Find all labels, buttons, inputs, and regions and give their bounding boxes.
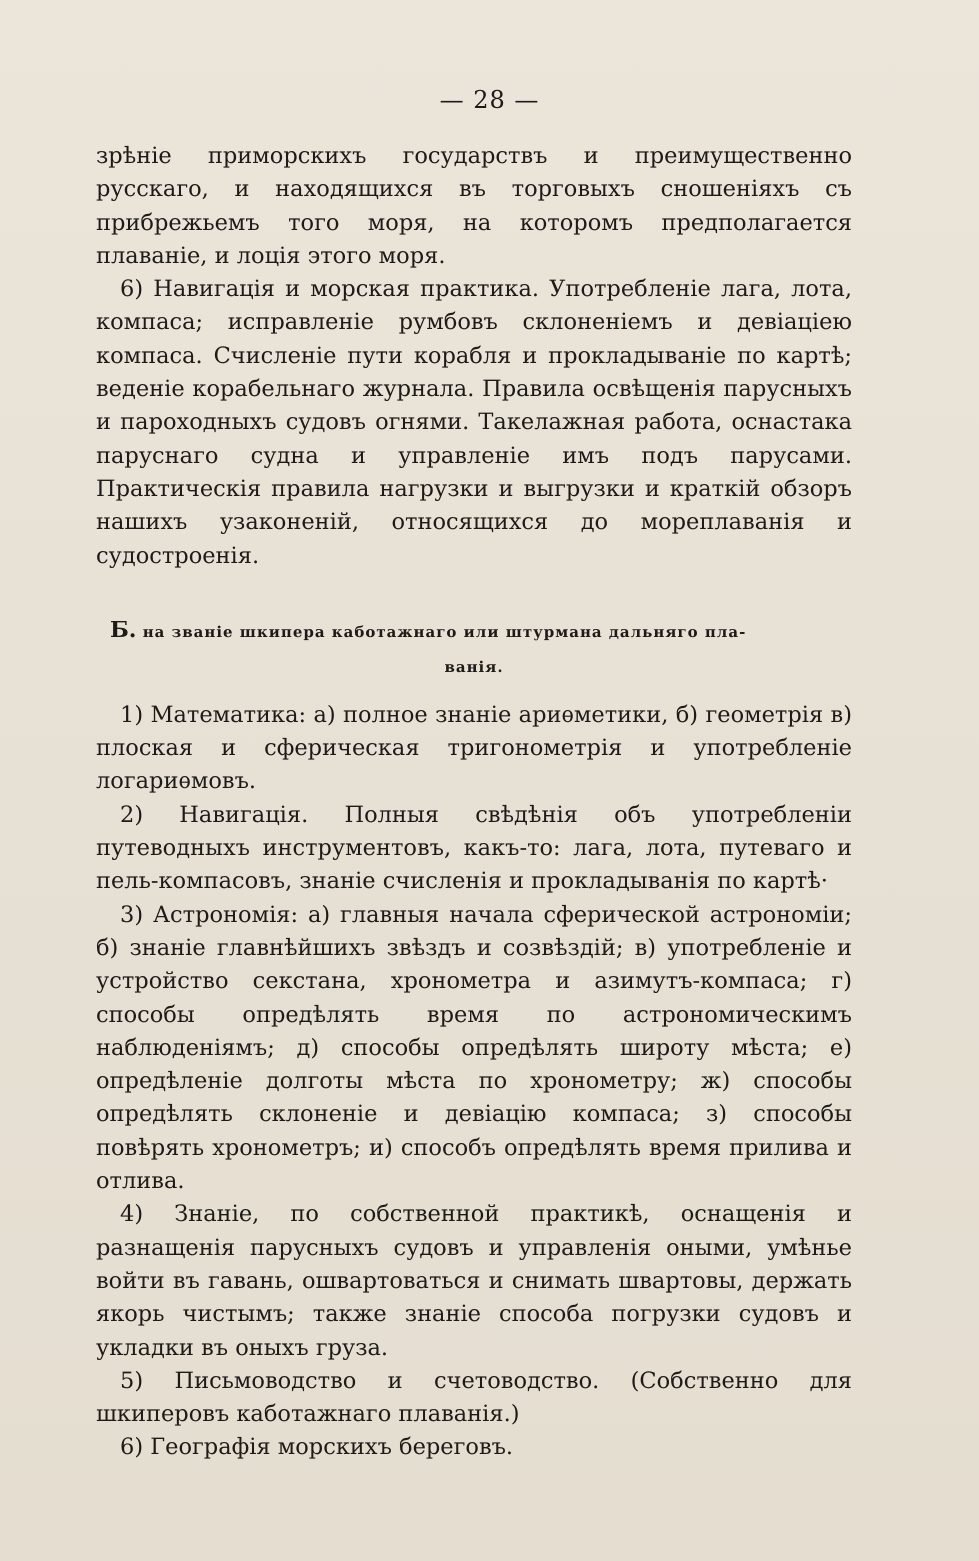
list-item-mathematics: 1) Математика: а) полное знаніе ариѳметики, б) геометрія в) плоская и сферическая тригонометрія и употребленіе логариѳмовъ.: [96, 701, 852, 795]
section-letter: Б.: [110, 616, 137, 643]
list-item-astronomy: 3) Астрономія: а) главныя начала сферической астрономіи; б) знаніе главнѣйшихъ звѣздъ и созвѣздій; в) употребленіе и устройство секстана, хронометра и азимутъ-компаса; г) способы опредѣлять время по астрономическимъ наблюденіямъ; д) способы опредѣлять широту мѣста; е) опредѣленіе долготы мѣста по хронометру; ж) способы опредѣлять склоненіе и девіацію компаса; з) способы повѣрять хронометръ; и) способъ опредѣлять время прилива и отлива.: [96, 901, 852, 1195]
section-heading-tail: ванія.: [444, 657, 504, 676]
section-heading: [96, 613, 852, 685]
page-body: [96, 140, 852, 1465]
page-number: — 28 —: [439, 86, 540, 114]
list-item-navigation: 2) Навигація. Полныя свѣдѣнія объ употребленіи путеводныхъ инструментовъ, какъ-то: лага, лота, путеваго и пель-компасовъ, знаніе счисленія и прокладыванія по картѣ·: [96, 801, 852, 895]
list-item-bookkeeping: 5) Письмоводство и счетоводство. (Собственно для шкиперовъ каботажнаго плаванія.): [96, 1367, 852, 1428]
paragraph-navigation-practice: 6) Навигація и морская практика. Употребленіе лага, лота, компаса; исправленіе румбовъ склоненіемъ и девіаціею компаса. Счисленіе пути корабля и прокладываніе по картѣ; веденіе корабельнаго журнала. Правила освѣщенія парусныхъ и пароходныхъ судовъ огнями. Такелажная работа, оснастака паруснаго судна и управленіе имъ подъ парусами. Практическія правила нагрузки и выгрузки и краткій обзоръ нашихъ узаконеній, относящихся до мореплаванія и судостроенія.: [96, 276, 852, 569]
paragraph-continuation: зрѣніе приморскихъ государствъ и преимущественно русскаго, и находящихся въ торговыхъ сношеніяхъ съ прибрежьемъ того моря, на которомъ предполагается плаваніе, и лоція этого моря.: [96, 143, 852, 269]
list-item-seamanship: 4) Знаніе, по собственной практикѣ, оснащенія и разнащенія парусныхъ судовъ и управленія оными, умѣнье войти въ гавань, ошвартоваться и снимать швартовы, держать якорь чистымъ; также знаніе способа погрузки судовъ и укладки въ оныхъ груза.: [96, 1201, 852, 1361]
list-item-geography: 6) Географія морскихъ береговъ.: [120, 1434, 514, 1461]
section-heading-text: на званіе шкипера каботажнаго или штурмана дальняго пла-: [142, 622, 747, 641]
